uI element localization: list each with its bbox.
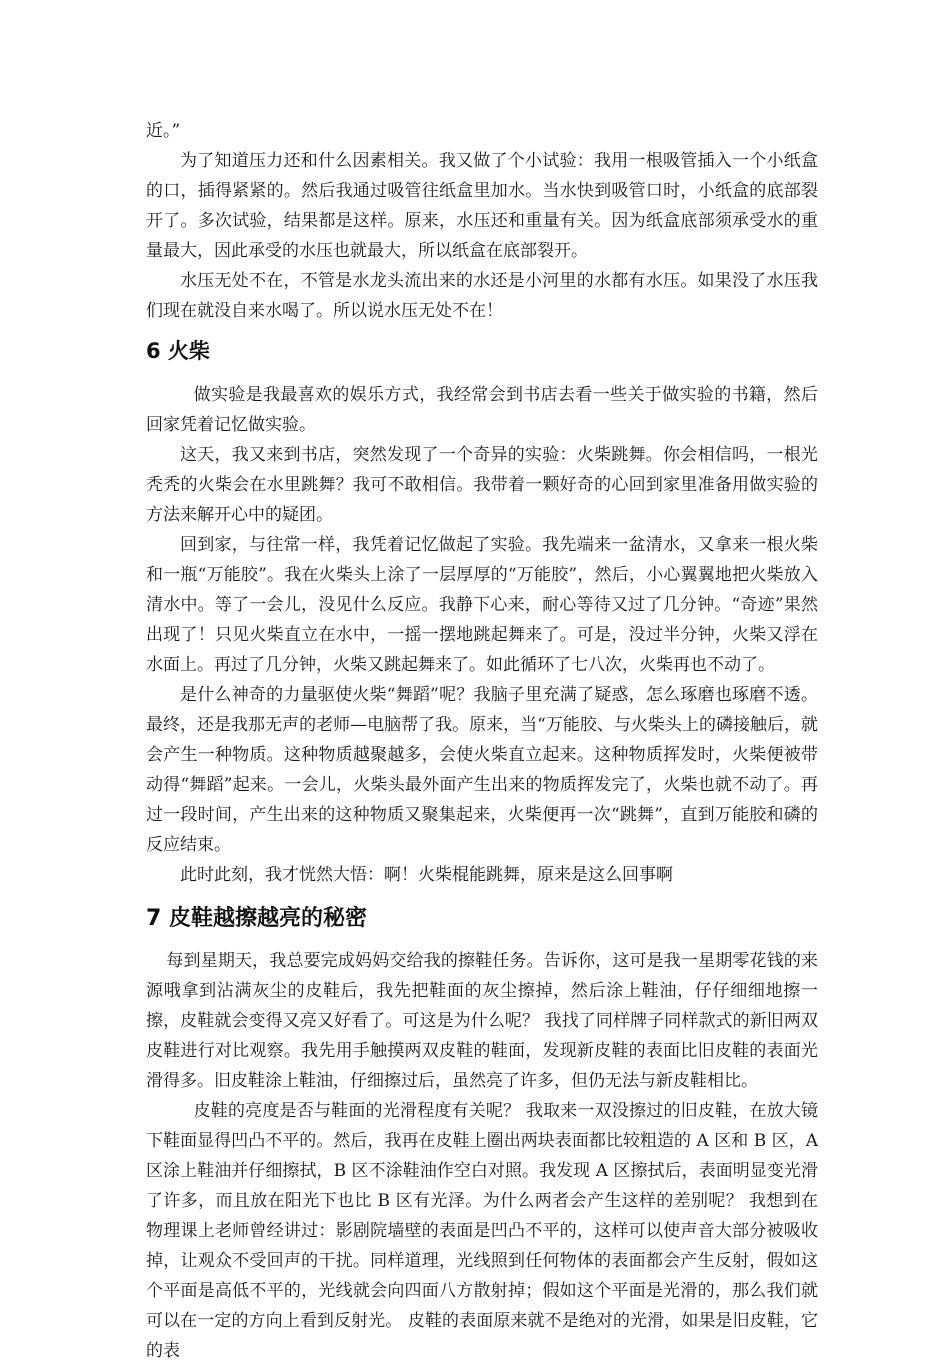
paragraph-water-pressure-conclusion: 水压无处不在，不管是水龙头流出来的水还是小河里的水都有水压。如果没了水压我们现在就没自来水喝了。所以说水压无处不在！ [146, 271, 818, 321]
document-body [146, 116, 818, 1366]
paragraph-water-pressure-experiment: 为了知道压力还和什么因素相关。我又做了个小试验：我用一根吸管插入一个小纸盒的口，插得紧紧的。然后我通过吸管往纸盒里加水。当水快到吸管口时，小纸盒的底部裂开了。多次试验，结果都是这样。原来，水压还和重量有关。因为纸盒底部须承受水的重量最大，因此承受的水压也就最大，所以纸盒在底部裂开。 [146, 151, 818, 261]
section-6-paragraph-1: 做实验是我最喜欢的娱乐方式，我经常会到书店去看一些关于做实验的书籍，然后回家凭着记忆做实验。 [146, 385, 818, 435]
section-6-heading: 6 火柴 [146, 339, 210, 363]
section-7-paragraph-2: 皮鞋的亮度是否与鞋面的光滑程度有关呢？ 我取来一双没擦过的旧皮鞋，在放大镜下鞋面显得凹凸不平的。然后，我再在皮鞋上圈出两块表面都比较粗造的 A 区和 B 区，A 区涂上鞋油并仔细擦拭，B 区不涂鞋油作空白对照。我发现 A 区擦拭后，表面明显变光滑了许多，而且放在阳光下也比 B 区有光泽。为什么两者会产生这样的差别呢？ 我想到在物理课上老师曾经讲过：影剧院墙壁的表面是凹凸不平的，这样可以使声音大部分被吸收掉，让观众不受回声的干扰。同样道理，光线照到任何物体的表面都会产生反射，假如这个平面是高低不平的，光线就会向四面八方散射掉；假如这个平面是光滑的，那么我们就可以在一定的方向上看到反射光。 皮鞋的表面原来就不是绝对的光滑，如果是旧皮鞋，它的表 [146, 1101, 818, 1361]
section-6-paragraph-5: 此时此刻，我才恍然大悟：啊！火柴棍能跳舞，原来是这么回事啊 [180, 865, 673, 885]
section-7-paragraph-1: 每到星期天，我总要完成妈妈交给我的擦鞋任务。告诉你，这可是我一星期零花钱的来源哦拿到沾满灰尘的皮鞋后，我先把鞋面的灰尘擦掉，然后涂上鞋油，仔仔细细地擦一擦，皮鞋就会变得又亮又好看了。可这是为什么呢？ 我找了同样牌子同样款式的新旧两双皮鞋进行对比观察。我先用手触摸两双皮鞋的鞋面，发现新皮鞋的表面比旧皮鞋的表面光滑得多。旧皮鞋涂上鞋油，仔细擦过后，虽然亮了许多，但仍无法与新皮鞋相比。 [146, 951, 818, 1091]
section-6-paragraph-4: 是什么神奇的力量驱使火柴“舞蹈”呢？我脑子里充满了疑惑，怎么琢磨也琢磨不透。最终，还是我那无声的老师—电脑帮了我。原来，当“万能胶、与火柴头上的磷接触后，就会产生一种物质。这种物质越聚越多，会使火柴直立起来。这种物质挥发时，火柴便被带动得“舞蹈”起来。一会儿，火柴头最外面产生出来的物质挥发完了，火柴也就不动了。再过一段时间，产生出来的这种物质又聚集起来，火柴便再一次“跳舞”，直到万能胶和磷的反应结束。 [146, 685, 818, 855]
paragraph-continuation: 近。” [146, 121, 181, 141]
section-6-paragraph-3: 回到家，与往常一样，我凭着记忆做起了实验。我先端来一盆清水，又拿来一根火柴和一瓶“万能胶”。我在火柴头上涂了一层厚厚的“万能胶”，然后，小心翼翼地把火柴放入清水中。等了一会儿，没见什么反应。我静下心来，耐心等待又过了几分钟。“奇迹”果然出现了！只见火柴直立在水中，一摇一摆地跳起舞来了。可是，没过半分钟，火柴又浮在水面上。再过了几分钟，火柴又跳起舞来了。如此循环了七八次，火柴再也不动了。 [146, 535, 818, 675]
section-7-heading: 7 皮鞋越擦越亮的秘密 [146, 906, 367, 931]
section-6-paragraph-2: 这天，我又来到书店，突然发现了一个奇异的实验：火柴跳舞。你会相信吗，一根光秃秃的火柴会在水里跳舞？我可不敢相信。我带着一颗好奇的心回到家里准备用做实验的方法来解开心中的疑团。 [146, 445, 818, 525]
